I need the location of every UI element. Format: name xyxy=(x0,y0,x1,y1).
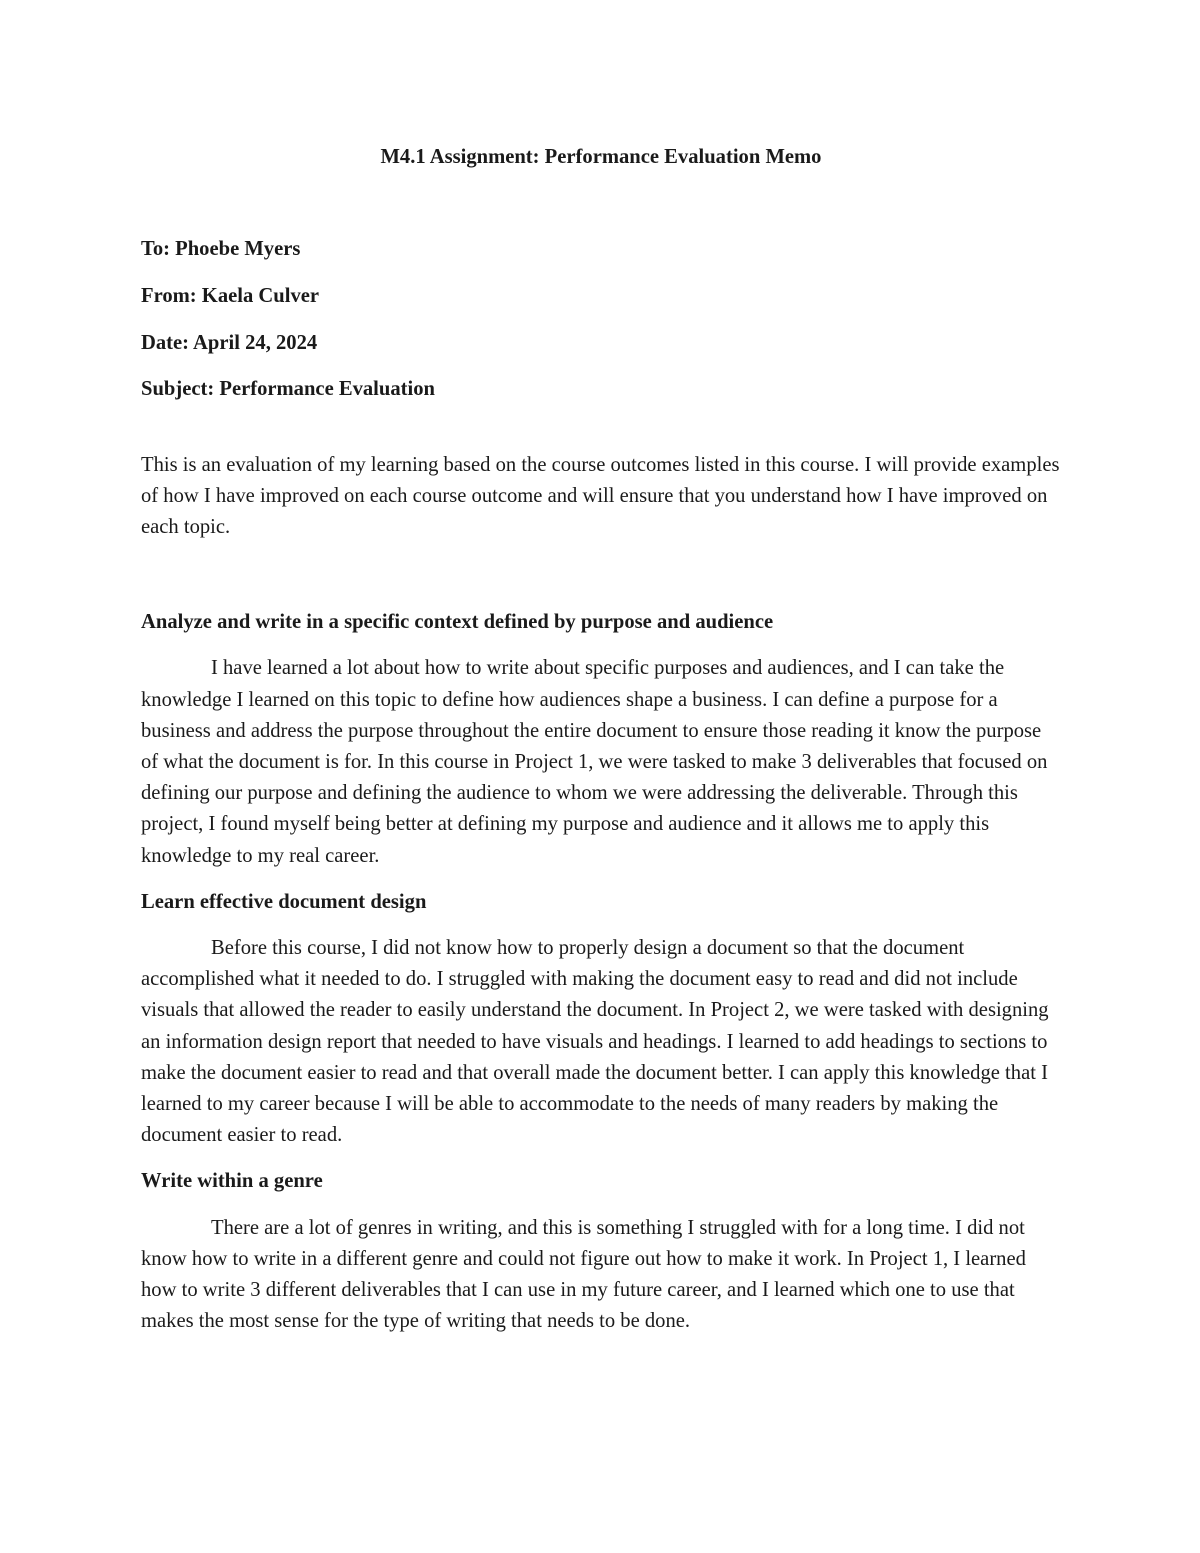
document-title: M4.1 Assignment: Performance Evaluation Memo xyxy=(380,146,822,168)
memo-to-line: To: Phoebe Myers xyxy=(141,238,301,261)
intro-paragraph: This is an evaluation of my learning based on the course outcomes listed in this course. I will provide examples of how I have improved on each course outcome and will ensure that you understand how I have improved on each topic. xyxy=(141,453,1060,538)
section-body-document-design: Before this course, I did not know how to properly design a document so that the document accomplished what it needed to do. I struggled with making the document easy to read and did not include visuals that allowed the reader to easily understand the document. In Project 2, we were tasked with designing an information design report that needed to have visuals and headings. I learned to add headings to sections to make the document easier to read and that overall made the document better. I can apply this knowledge that I learned to my career because I will be able to accommodate to the needs of many readers by making the document easier to read. xyxy=(141,936,1049,1147)
document-content xyxy=(141,140,1061,1337)
section-body-purpose-audience: I have learned a lot about how to write about specific purposes and audiences, and I can take the knowledge I learned on this topic to define how audiences shape a business. I can define a purpose for a business and address the purpose throughout the entire document to ensure those reading it know the purpose of what the document is for. In this course in Project 1, we were tasked to make 3 deliverables that focused on defining our purpose and defining the audience to whom we were addressing the deliverable. Through this project, I found myself being better at defining my purpose and audience and it allows me to apply this knowledge to my real career. xyxy=(141,657,1048,867)
memo-subject-line: Subject: Performance Evaluation xyxy=(141,378,435,401)
section-body-genre: There are a lot of genres in writing, and this is something I struggled with for a long time. I did not know how to write in a different genre and could not figure out how to make it work. In Project 1, I learned how to write 3 different deliverables that I can use in my future career, and I learned which one to use that makes the most sense for the type of writing that needs to be done. xyxy=(141,1216,1026,1333)
memo-from-line: From: Kaela Culver xyxy=(141,284,320,307)
memo-header xyxy=(141,234,1061,405)
section-heading-genre: Write within a genre xyxy=(141,1170,323,1193)
section-heading-purpose-audience: Analyze and write in a specific context defined by purpose and audience xyxy=(141,611,774,634)
memo-date-line: Date: April 24, 2024 xyxy=(141,331,318,354)
section-heading-document-design: Learn effective document design xyxy=(141,890,427,913)
